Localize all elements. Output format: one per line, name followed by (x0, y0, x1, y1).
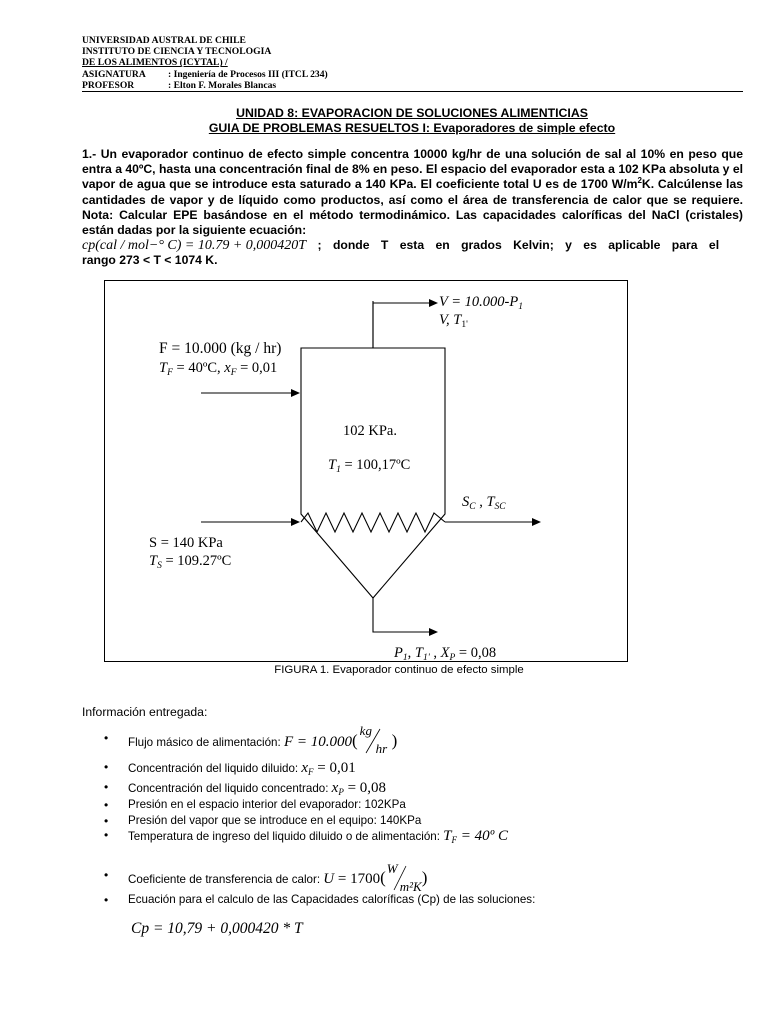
unit-title-text: UNIDAD 8: EVAPORACION DE SOLUCIONES ALIMENTICIAS (236, 106, 588, 120)
subject-label: ASIGNATURA (82, 68, 146, 80)
solution-cp-equation: Cp = 10,79 + 0,000420 * T (131, 920, 303, 937)
unit-numerator: W (386, 860, 398, 876)
product-arrow-head (429, 628, 438, 636)
product-p-symbol: P (394, 645, 403, 661)
product-separator-2: , (429, 645, 441, 661)
problem-text-1: 1.- Un evaporador continuo de efecto simple concentra 10000 kg/hr de una solución de sal al 10% en peso que entra a 40ºC, hasta una concentración final de 8% en peso. El espacio del evaporador esta a 102 KPa absoluta y el vapor de agua que se introduce esta saturado a 140 KPa. El coeficiente total U es de 1700 W/m (82, 147, 743, 192)
header-department: DE LOS ALIMENTOS (ICYTAL) / (82, 57, 228, 69)
product-t-sub: 1' (422, 653, 430, 663)
bullet-icon: • (104, 814, 109, 828)
problem-text-2: K. Calcúlense las cantidades de vapor y de líquido como productos, así como el área de transferencia de calor que se requiere. Nota: Calcular EPE basándose en el método termodinámico. Las capacidades caloríficas del NaCl (cristales) están dadas por la siguiente ecuación: (82, 177, 743, 238)
info-item-content (128, 760, 356, 777)
product-label (394, 645, 496, 662)
product-p-sub: 1 (402, 653, 408, 663)
info-item-text: Temperatura de ingreso del liquido diluido o de alimentación: (128, 830, 444, 843)
problem-equation-line (82, 238, 743, 253)
info-item-math (283, 722, 398, 756)
vapor-flow-sub: 1 (518, 302, 523, 312)
steam-arrow-head (291, 518, 300, 526)
steam-temp-label (149, 553, 231, 570)
vapor-temp-text: V, T (439, 312, 462, 328)
product-separator-1: , (407, 645, 415, 661)
math-var: U (323, 871, 335, 887)
evap-t-symbol: T (328, 457, 337, 473)
bullet-icon: • (104, 731, 109, 745)
guide-title-text: GUIA DE PROBLEMAS RESUELTOS I: Evaporadores de simple efecto (208, 121, 616, 135)
header-institute: INSTITUTO DE CIENCIA Y TECNOLOGIA (82, 46, 272, 58)
feed-t-sub: F (167, 368, 173, 378)
unit-denominator: hr (375, 740, 388, 756)
bullet-icon: • (104, 780, 109, 794)
vapor-label-1 (439, 294, 523, 311)
math-val: = 40º C (457, 828, 509, 844)
info-item-text: Concentración del liquido concentrado: (128, 782, 332, 795)
heating-coil (301, 513, 445, 532)
evaporator-temp-label (328, 457, 410, 474)
evaporator-pressure-label: 102 KPa. (343, 423, 397, 439)
vapor-flow-text: V = 10.000-P (439, 294, 519, 310)
subject-value: : Ingeniería de Procesos III (ITCL 234) (168, 68, 328, 80)
math-var: x (331, 780, 339, 796)
info-item-math (301, 760, 355, 776)
unit-denominator: m²K (399, 878, 422, 894)
info-item-text: Coeficiente de transferencia de calor: (128, 873, 324, 886)
condensate-separator: , (475, 494, 487, 510)
header-subject (82, 69, 742, 80)
fraction-unit (386, 860, 422, 894)
problem-paragraph (82, 147, 743, 238)
info-title: Información entregada: (82, 705, 208, 719)
bullet-icon: • (104, 893, 109, 907)
math-var: x (301, 760, 309, 776)
unit-numerator: kg (359, 722, 372, 738)
problem-superscript: 2 (637, 176, 642, 186)
info-item-math (323, 860, 428, 894)
feed-t-symbol: T (159, 360, 168, 376)
figure-caption: FIGURA 1. Evaporador continuo de efecto simple (274, 664, 524, 676)
product-t-symbol: T (414, 645, 423, 661)
header-university: UNIVERSIDAD AUSTRAL DE CHILE (82, 35, 246, 46)
condensate-t-symbol: T (486, 494, 495, 510)
feed-flow-label: F = 10.000 (kg / hr) (159, 340, 282, 357)
product-outlet-line (373, 598, 430, 632)
info-item-text: Presión del vapor que se introduce en el equipo: 140KPa (128, 814, 422, 827)
vapor-arrow-head (429, 299, 438, 307)
paren-open: ( (352, 731, 358, 750)
vapor-label-2 (439, 312, 468, 329)
evaporator-figure (104, 280, 628, 662)
info-item-content (128, 860, 428, 894)
math-sub: F (451, 835, 458, 845)
vapor-temp-sub: 1' (461, 320, 468, 330)
steam-pressure-label: S = 140 KPa (149, 535, 223, 551)
problem-range-line: rango 273 < T < 1074 K. (82, 253, 218, 268)
paren-close: ) (421, 868, 428, 887)
condensate-t-sub: SC (494, 502, 506, 512)
nacl-cp-equation: cp(cal / mol−° C) = 10.79 + 0,000420T (82, 238, 307, 254)
vapor-outlet-line (373, 303, 430, 348)
evap-t-value: = 100,17ºC (340, 457, 411, 473)
info-item-text: Presión en el espacio interior del evaporador: 102KPa (128, 798, 406, 811)
product-x-symbol: X (440, 645, 450, 661)
math-val: = 0,01 (313, 760, 356, 776)
condensate-label (462, 494, 506, 511)
steam-t-sub: S (157, 561, 162, 571)
steam-t-symbol: T (149, 553, 158, 569)
info-item-math (332, 780, 386, 796)
feed-x-symbol: x (224, 360, 231, 376)
professor-label: PROFESOR (82, 79, 135, 91)
math-sub: F (308, 767, 314, 777)
info-item-text: Ecuación para el calculo de las Capacidades caloríficas (Cp) de las soluciones: (128, 893, 536, 906)
paren-close: ) (391, 731, 398, 750)
condensate-arrow-head (532, 518, 541, 526)
info-item-text: Flujo másico de alimentación: (128, 736, 284, 749)
info-item-text: Concentración del liquido diluido: (128, 762, 302, 775)
condensate-s-symbol: S (462, 494, 470, 510)
guide-title (82, 121, 742, 135)
steam-t-value: = 109.27ºC (161, 553, 232, 569)
evap-t-sub: 1 (336, 465, 341, 475)
feed-x-value: = 0,01 (236, 360, 278, 376)
equation-note: ; donde T esta en grados Kelvin; y es aplicable para el (306, 238, 720, 253)
feed-flow-value: F = 10.000 (283, 734, 352, 750)
feed-arrow-head (291, 389, 300, 397)
document-header (82, 35, 742, 91)
info-item-math (443, 828, 508, 844)
info-item-content (128, 722, 398, 756)
math-sub: P (338, 787, 344, 797)
feed-x-sub: F (230, 368, 237, 378)
bullet-icon: • (104, 760, 109, 774)
bullet-icon: • (104, 798, 109, 812)
bullet-icon: • (104, 828, 109, 842)
paren-open: ( (380, 868, 386, 887)
unit-title (82, 106, 742, 120)
feed-t-value: = 40ºC, (172, 360, 225, 376)
bullet-icon: • (104, 868, 109, 882)
math-val: = 0,08 (343, 780, 387, 796)
problem-statement (82, 147, 743, 269)
product-x-value: = 0,08 (455, 645, 497, 661)
condensate-s-sub: C (469, 502, 476, 512)
u-value: = 1700 (334, 871, 381, 887)
header-professor (82, 80, 742, 91)
header-divider (82, 91, 743, 92)
fraction-unit (358, 722, 392, 756)
product-x-sub: P (449, 653, 456, 663)
info-item-content (128, 780, 386, 797)
math-var: T (443, 828, 452, 844)
feed-condition-label (159, 360, 277, 377)
info-item-content (128, 828, 508, 845)
professor-value: : Elton F. Morales Blancas (168, 79, 277, 91)
